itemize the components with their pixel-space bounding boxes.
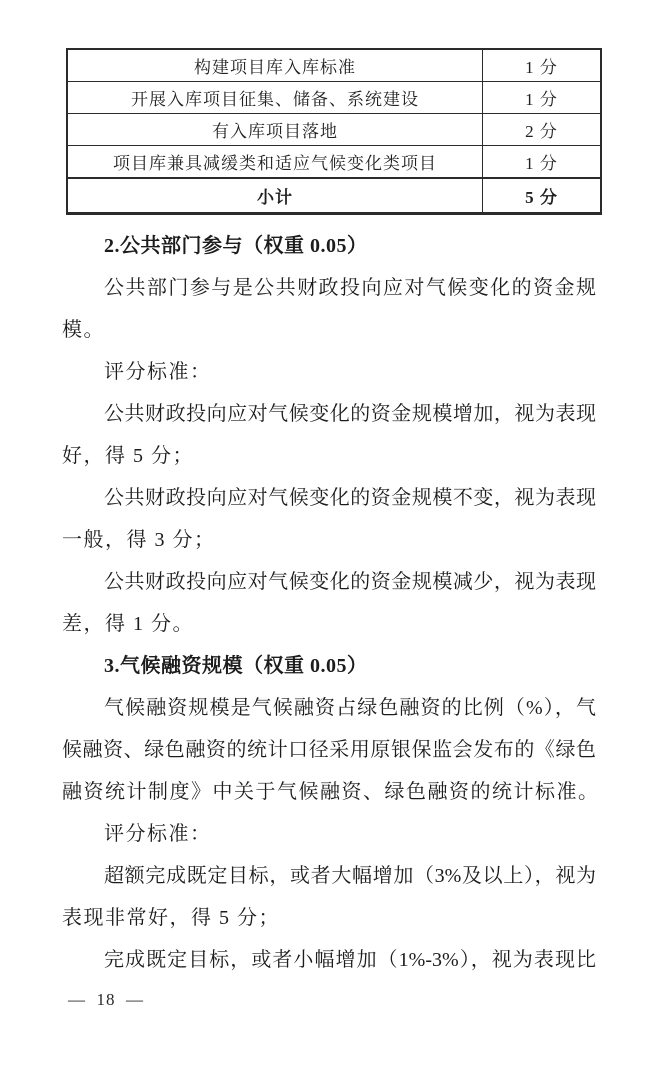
document-body	[62, 225, 600, 981]
body-line: 评分标准：	[104, 823, 212, 845]
body-line: 完成既定目标，或者小幅增加（1%-3%），视为表现比	[104, 949, 596, 971]
section-heading-climate-finance-scale: 3.气候融资规模（权重 0.05）	[104, 655, 368, 677]
body-line: 超额完成既定目标，或者大幅增加（3%及以上），视为	[104, 865, 596, 887]
body-line: 公共财政投向应对气候变化的资金规模增加，视为表现	[104, 403, 596, 425]
body-line: 公共财政投向应对气候变化的资金规模减少，视为表现	[104, 571, 596, 593]
score-cell: 1 分	[483, 82, 602, 114]
body-line: 评分标准：	[104, 361, 212, 383]
body-line: 好，得 5 分；	[62, 445, 194, 467]
body-line: 融资统计制度》中关于气候融资、绿色融资的统计标准。	[62, 781, 600, 803]
table-row	[67, 114, 601, 146]
body-line: 公共部门参与是公共财政投向应对气候变化的资金规	[104, 277, 596, 299]
table-row	[67, 49, 601, 82]
body-line: 公共财政投向应对气候变化的资金规模不变，视为表现	[104, 487, 596, 509]
table-row-subtotal	[67, 178, 601, 214]
body-line: 一般，得 3 分；	[62, 529, 216, 551]
criterion-cell: 开展入库项目征集、储备、系统建设	[67, 82, 483, 114]
criterion-cell: 有入库项目落地	[67, 114, 483, 146]
table-row	[67, 146, 601, 179]
body-line: 差，得 1 分。	[62, 613, 194, 635]
score-cell: 2 分	[483, 114, 602, 146]
table-row	[67, 82, 601, 114]
body-line: 候融资、绿色融资的统计口径采用原银保监会发布的《绿色	[62, 739, 596, 761]
criterion-cell: 构建项目库入库标准	[67, 49, 483, 82]
body-line: 模。	[62, 319, 105, 341]
score-table	[66, 48, 602, 215]
score-cell: 1 分	[483, 146, 602, 179]
subtotal-label-cell: 小计	[67, 178, 483, 214]
body-line: 气候融资规模是气候融资占绿色融资的比例（%），气	[104, 697, 596, 719]
score-cell: 1 分	[483, 49, 602, 82]
section-heading-public-sector: 2.公共部门参与（权重 0.05）	[104, 235, 368, 257]
body-line: 表现非常好，得 5 分；	[62, 907, 280, 929]
subtotal-score-cell: 5 分	[483, 178, 602, 214]
criterion-cell: 项目库兼具减缓类和适应气候变化类项目	[67, 146, 483, 179]
page-number: — 18 —	[68, 990, 144, 1009]
